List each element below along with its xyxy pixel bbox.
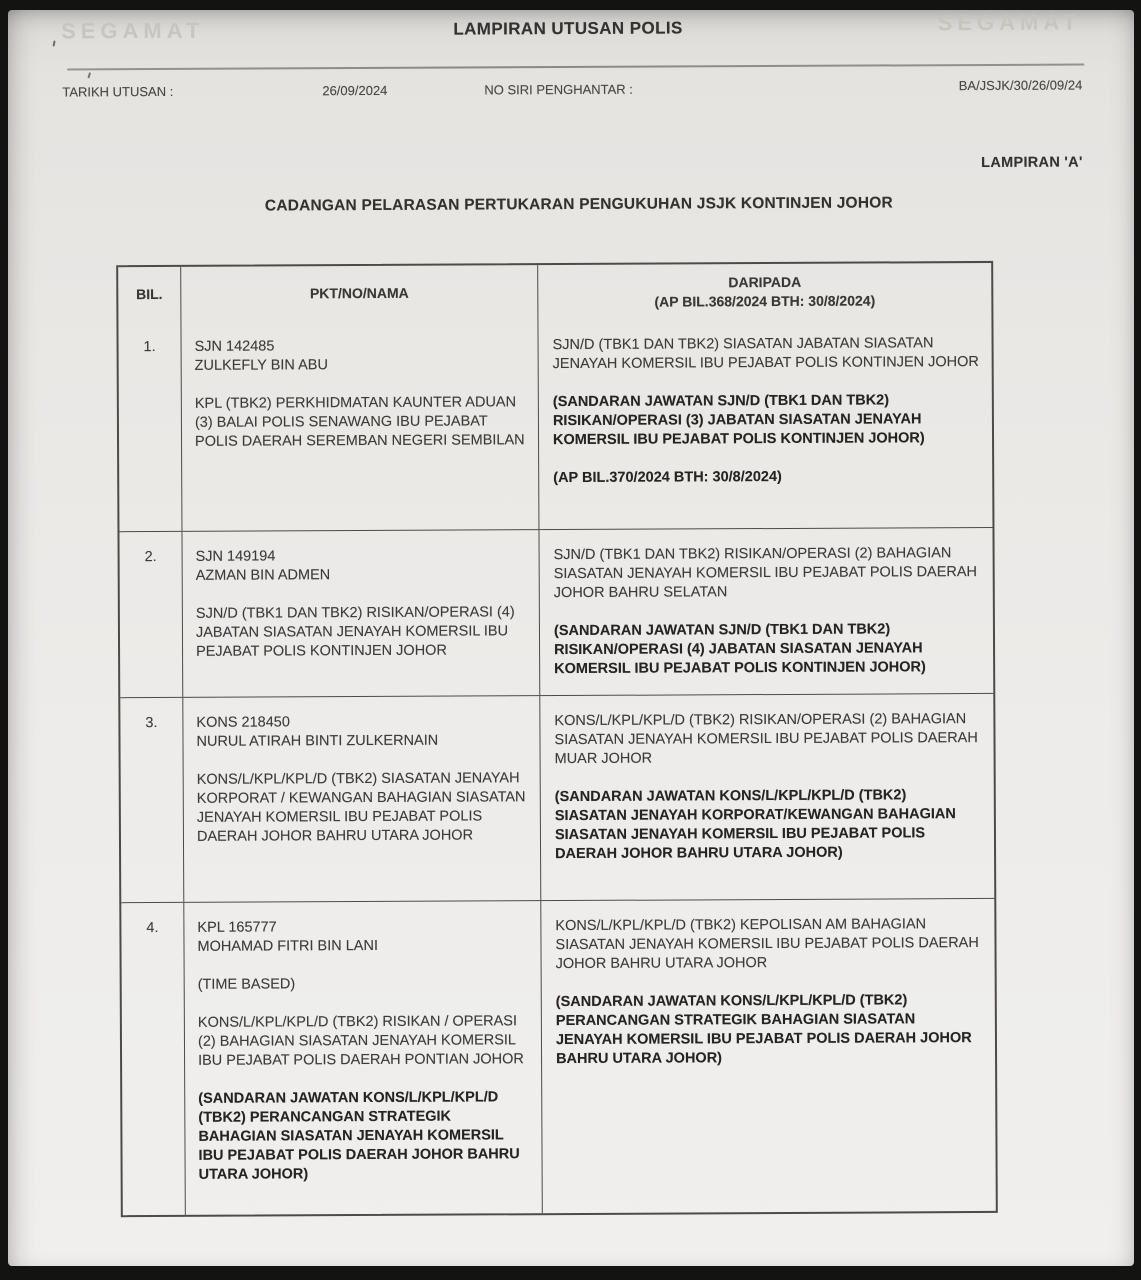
scanned-page [8,10,1134,1266]
page-content [5,7,1137,1268]
paragraph: KONS/L/KPL/KPL/D (TBK2) KEPOLISAN AM BAHAGIAN SIASATAN JENAYAH KOMERSIL IBU PEJABAT POLIS DAERAH JOHOR BAHRU UTARA JOHOR [555,916,979,973]
assignment-table [116,261,998,1217]
tarikh-utusan-value: 26/09/2024 [322,82,388,99]
bold-paragraph: (AP BIL.370/2024 BTH: 30/8/2024) [553,468,782,487]
bold-paragraph: (SANDARAN JAWATAN KONS/L/KPL/KPL/D (TBK2) SIASATAN JENAYAH KORPORAT/KEWANGAN BAHAGIAN SIASATAN JENAYAH KOMERSIL IBU PEJABAT POLIS DAERAH JOHOR BAHRU UTARA JOHOR) [554,787,956,863]
lampiran-a-label: LAMPIRAN 'A' [981,154,1083,171]
bold-paragraph: (SANDARAN JAWATAN SJN/D (TBK1 DAN TBK2) RISIKAN/OPERASI (3) JABATAN SIASATAN JENAYAH KOMERSIL IBU PEJABAT POLIS KONTINJEN JOHOR) [552,392,925,449]
no-siri-penghantar-label: NO SIRI PENGHANTAR : [484,81,633,98]
document-title: LAMPIRAN UTUSAN POLIS [453,18,683,39]
bil-cell: 3. [145,715,158,732]
paragraph: (TIME BASED) [197,976,296,993]
table-row [121,898,996,1215]
bold-paragraph: (SANDARAN JAWATAN SJN/D (TBK1 DAN TBK2) RISIKAN/OPERASI (4) JABATAN SIASATAN JENAYAH KOMERSIL IBU PEJABAT POLIS KONTINJEN JOHOR) [553,621,926,678]
tarikh-utusan-label: TARIKH UTUSAN : [62,83,174,100]
bil-cell: 4. [146,920,159,937]
document-subtitle: CADANGAN PELARASAN PERTUKARAN PENGUKUHAN JSJK KONTINJEN JOHOR [264,194,893,215]
daripada-cell [538,528,993,695]
paragraph: KPL (TBK2) PERKHIDMATAN KAUNTER ADUAN (3) BALAI POLIS SENAWANG IBU PEJABAT POLIS DAERAH SEREMBAN NEGERI SEMBILAN [194,394,525,450]
pkt-no-nama-cell [180,320,538,531]
col-header-pkt-no-nama: PKT/NO/NAMA [180,265,537,322]
col-header-daripada-line2: (AP BIL.368/2024 BTH: 30/8/2024) [654,292,876,310]
table-row [119,527,993,697]
table-row [120,693,994,902]
daripada-cell [540,899,996,1213]
paragraph: SJN/D (TBK1 DAN TBK2) RISIKAN/OPERASI (2) BAHAGIAN SIASATAN JENAYAH KOMERSIL IBU PEJABAT POLIS DAERAH JOHOR BAHRU SELATAN [553,545,978,602]
watermark-segamat-right: SEGAMAT [937,9,1082,36]
paragraph: KONS/L/KPL/KPL/D (TBK2) RISIKAN/OPERASI (2) BAHAGIAN SIASATAN JENAYAH KOMERSIL IBU PEJABAT POLIS DAERAH MUAR JOHOR [554,711,978,768]
paragraph: SJN/D (TBK1 DAN TBK2) RISIKAN/OPERASI (4) JABATAN SIASATAN JENAYAH KOMERSIL IBU PEJABAT POLIS KONTINJEN JOHOR [195,604,515,660]
scan-speck [87,72,91,78]
paragraph: KONS 218450 NURUL ATIRAH BINTI ZULKERNAIN [196,714,439,750]
watermark-segamat-left: SEGAMAT [60,17,205,44]
reference-number: BA/JSJK/30/26/09/24 [958,77,1083,94]
paragraph: KONS/L/KPL/KPL/D (TBK2) RISIKAN / OPERASI (2) BAHAGIAN SIASATAN JENAYAH KOMERSIL IBU PEJABAT POLIS DAERAH PONTIAN JOHOR [197,1013,524,1069]
col-header-daripada-line1: DARIPADA [728,273,802,290]
bil-cell: 1. [143,339,156,356]
table-body [118,318,995,1215]
scan-speck [53,40,56,46]
paragraph: KPL 165777 MOHAMAD FITRI BIN LANI [197,919,379,955]
pkt-no-nama-cell [182,696,540,902]
paragraph: SJN 142485 ZULKEFLY BIN ABU [194,338,328,374]
bil-cell: 2. [144,549,157,566]
col-header-daripada [537,263,991,320]
pkt-no-nama-cell [181,530,539,697]
col-header-bil: BIL. [136,285,163,303]
document-meta-row [5,77,1131,100]
bold-paragraph: (SANDARAN JAWATAN KONS/L/KPL/KPL/D (TBK2) PERANCANGAN STRATEGIK BAHAGIAN SIASATAN JENAYAH KOMERSIL IBU PEJABAT POLIS DAERAH JOHOR BAHRU UTARA JOHOR) [198,1089,520,1183]
paragraph: KONS/L/KPL/KPL/D (TBK2) SIASATAN JENAYAH KORPORAT / KEWANGAN BAHAGIAN SIASATAN JENAYAH KOMERSIL IBU PEJABAT POLIS DAERAH JOHOR BAHRU UTARA JOHOR [196,770,526,845]
table-row [118,318,992,531]
table-header-row [118,263,991,322]
paragraph: SJN 149194 AZMAN BIN ADMEN [195,548,331,584]
daripada-cell [539,694,994,900]
header-divider-line [67,63,1084,70]
bold-paragraph: (SANDARAN JAWATAN KONS/L/KPL/KPL/D (TBK2) PERANCANGAN STRATEGIK BAHAGIAN SIASATAN JENAYAH KOMERSIL IBU PEJABAT POLIS DAERAH JOHOR BAHRU UTARA JOHOR) [555,992,972,1068]
daripada-cell [537,318,992,529]
pkt-no-nama-cell [183,901,542,1215]
paragraph: SJN/D (TBK1 DAN TBK2) SIASATAN JABATAN SIASATAN JENAYAH KOMERSIL IBU PEJABAT POLIS KONTINJEN JOHOR [552,335,979,373]
